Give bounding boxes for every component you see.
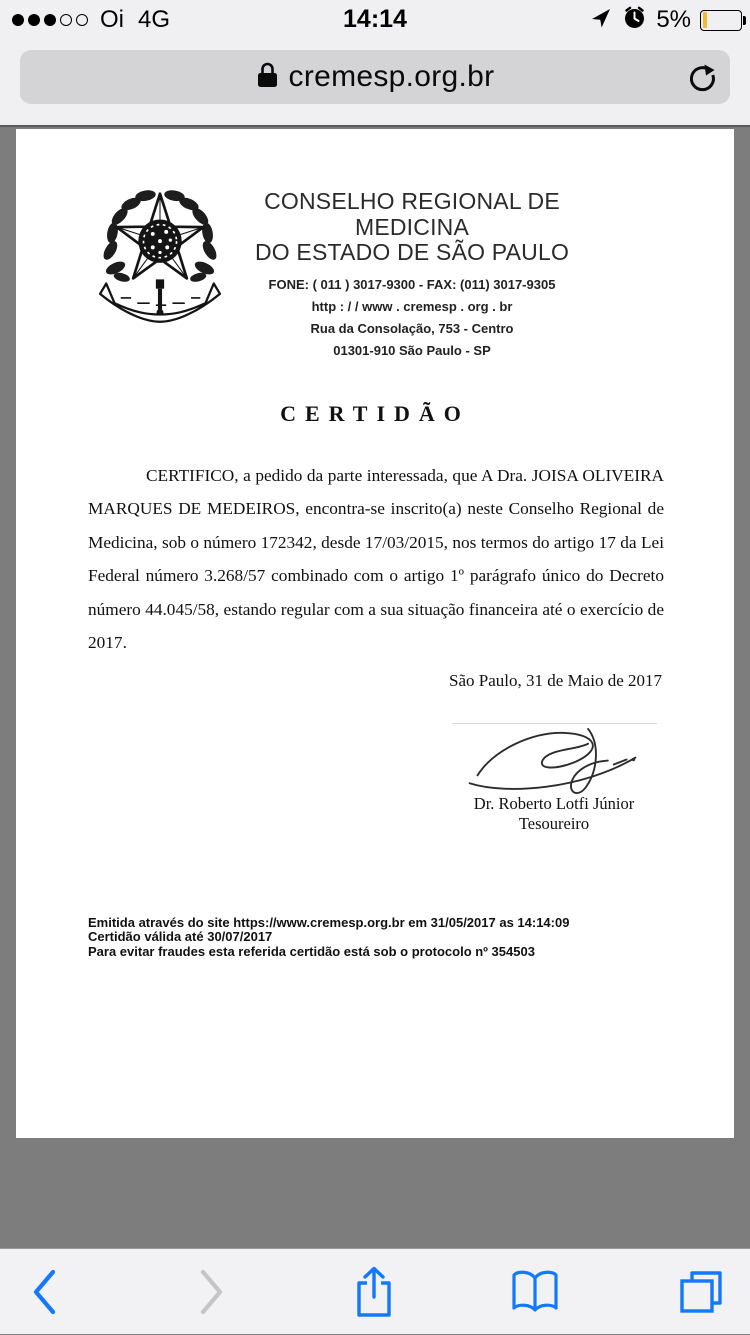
carrier-label: Oi bbox=[100, 6, 124, 33]
network-type-label: 4G bbox=[138, 6, 171, 33]
document-title: CERTIDÃO bbox=[280, 401, 470, 426]
signature-scribble bbox=[452, 723, 657, 803]
issuance-footer bbox=[88, 916, 688, 959]
battery-icon bbox=[700, 10, 742, 31]
org-website: http : / / www . cremesp . org . br bbox=[311, 298, 513, 314]
lock-icon bbox=[256, 61, 279, 94]
footer-issued-line: Emitida através do site https://www.cremesp.org.br em 31/05/2017 as 14:14:09 bbox=[88, 915, 570, 930]
org-name-line1: CONSELHO REGIONAL DE MEDICINA bbox=[264, 188, 560, 240]
clock-label: 14:14 bbox=[343, 5, 407, 33]
date-line: São Paulo, 31 de Maio de 2017 bbox=[449, 671, 662, 690]
footer-protocol-line: Para evitar fraudes esta referida certidão está sob o protocolo nº 354503 bbox=[88, 943, 535, 959]
safari-bottom-toolbar bbox=[0, 1248, 750, 1334]
org-address: Rua da Consolação, 753 - Centro bbox=[310, 320, 514, 336]
certificate-body-text: CERTIFICO, a pedido da parte interessada, que A Dra. JOISA OLIVEIRA MARQUES DE MEDEIROS, encontra-se inscrito(a) neste Conselho Regional de Medicina, sob o número 172342, desde 17/03/2015, nos termos do artigo 17 da Lei Federal número 3.268/57 combinado com o artigo 1º parágrafo único do Decreto número 44.045/58, estando regular com a sua situação financeira até o exercício de 2017. bbox=[88, 466, 664, 653]
forward-button[interactable] bbox=[192, 1249, 232, 1335]
web-content-area[interactable] bbox=[0, 129, 750, 1247]
footer-validity-line: Certidão válida até 30/07/2017 bbox=[88, 929, 273, 945]
url-text: cremesp.org.br bbox=[288, 60, 495, 93]
location-arrow-icon bbox=[589, 6, 613, 35]
org-name-line2: DO ESTADO DE SÃO PAULO bbox=[254, 239, 570, 265]
certificate-document bbox=[16, 129, 734, 1138]
url-bar-row bbox=[0, 40, 750, 127]
status-bar bbox=[0, 0, 750, 40]
coat-of-arms-logo bbox=[98, 177, 222, 327]
org-phone: FONE: ( 011 ) 3017-9300 - FAX: (011) 3017-9305 bbox=[268, 276, 556, 292]
signer-role: Tesoureiro bbox=[518, 814, 590, 833]
tabs-button[interactable] bbox=[678, 1249, 724, 1335]
battery-percent-label: 5% bbox=[656, 6, 691, 33]
safari-top-chrome bbox=[0, 0, 750, 127]
org-city: 01301-910 São Paulo - SP bbox=[333, 342, 491, 358]
refresh-button[interactable] bbox=[686, 62, 718, 94]
letterhead bbox=[226, 189, 598, 362]
alarm-clock-icon bbox=[622, 5, 647, 35]
signer-name: Dr. Roberto Lotfi Júnior bbox=[473, 794, 635, 813]
back-button[interactable] bbox=[24, 1249, 64, 1335]
signature-block bbox=[440, 723, 668, 834]
address-bar[interactable] bbox=[20, 50, 730, 104]
bookmarks-button[interactable] bbox=[510, 1249, 560, 1335]
share-button[interactable] bbox=[352, 1249, 396, 1335]
